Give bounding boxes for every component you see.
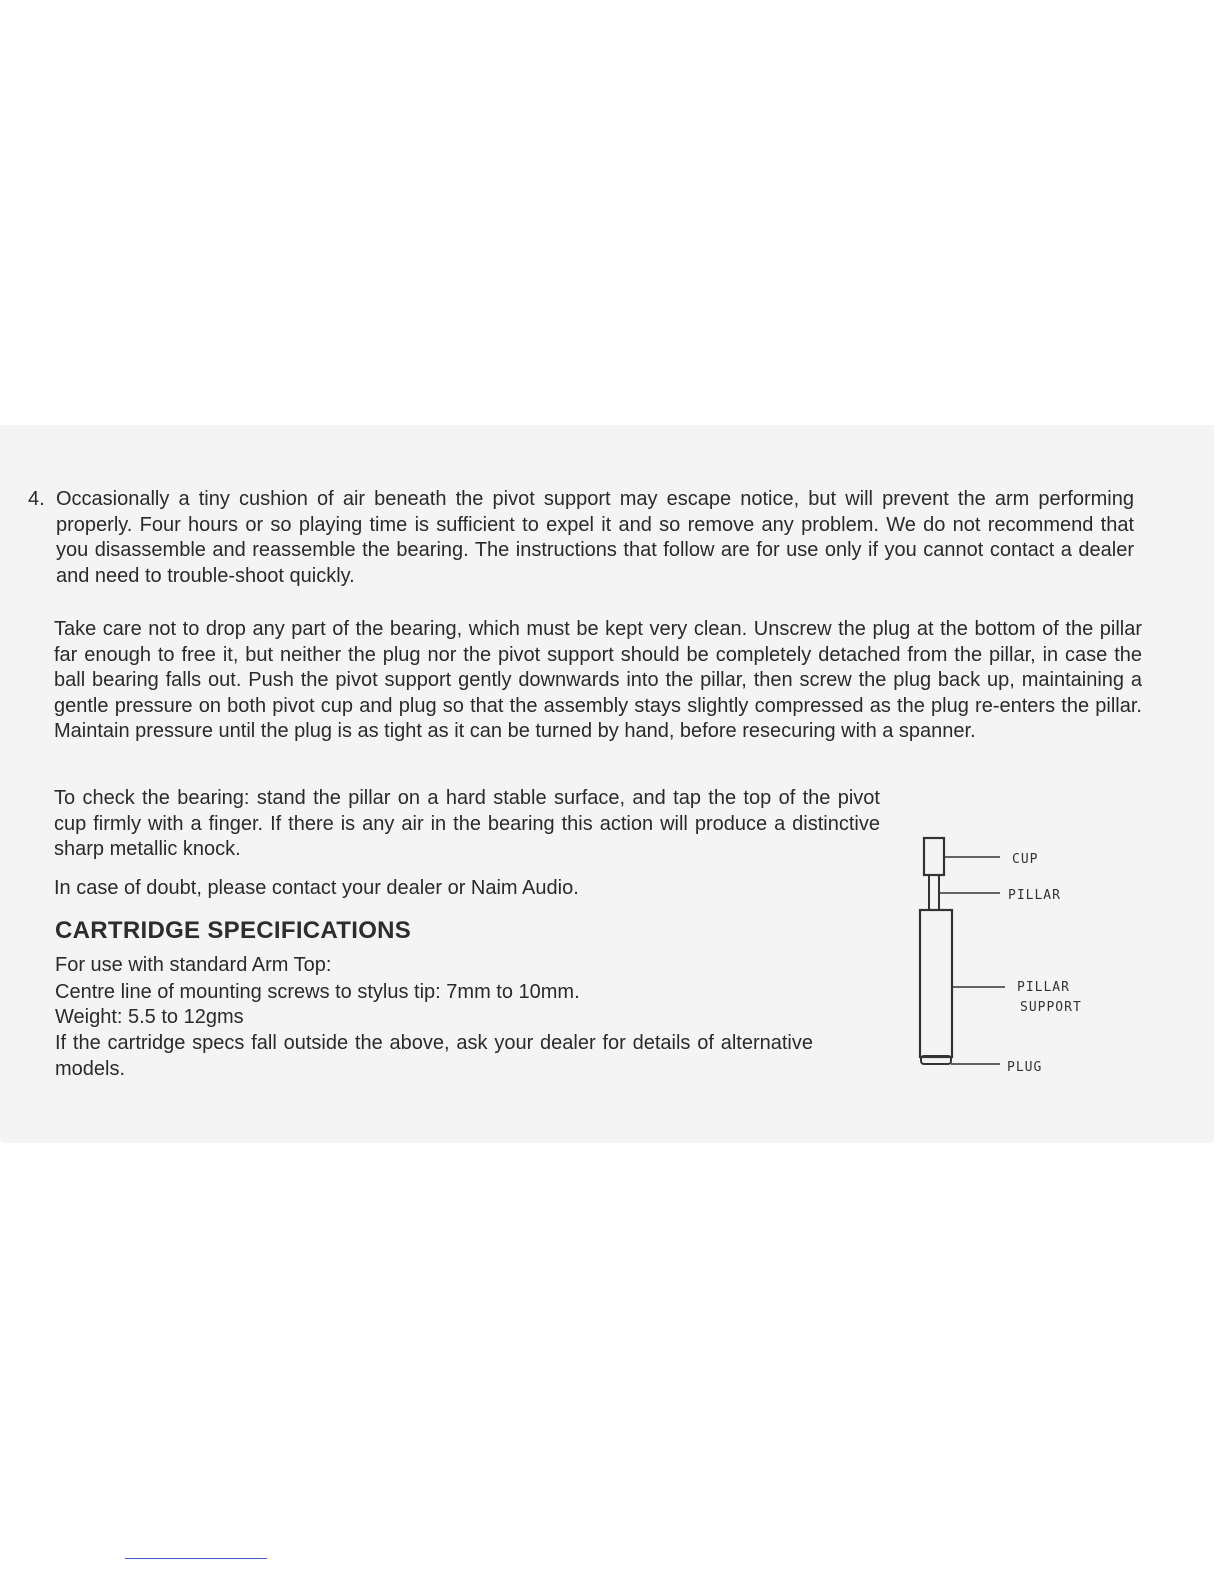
pillar-support-shape xyxy=(920,910,952,1057)
spec-centre-line: Centre line of mounting screws to stylus tip: 7mm to 10mm. xyxy=(55,981,580,1003)
paragraph-air-cushion: Occasionally a tiny cushion of air beneath the pivot support may escape notice, but will prevent the arm performing properly. Four hours or so playing time is sufficient to expel it and so remove any problem. We do not recommend that you disassemble and reassemble the bearing. The instructions that follow are for use only if you cannot contact a dealer and need to trouble-shoot quickly. xyxy=(56,488,1134,587)
spec-arm-top: For use with standard Arm Top: xyxy=(55,954,332,976)
pillar-diagram xyxy=(905,830,1105,1090)
paragraph-take-care: Take care not to drop any part of the bearing, which must be kept very clean. Unscrew the plug at the bottom of the pillar far enough to free it, but neither the plug nor the pivot support should be completely detached from the pillar, in case the ball bearing falls out. Push the pivot support gently downwards into the pillar, then screw the plug back up, maintaining a gentle pressure on both pivot cup and plug so that the assembly stays slightly compressed as the plug re-enters the pillar. Maintain pressure until the plug is as tight as it can be turned by hand, before resecuring with a spanner. xyxy=(54,618,1142,743)
paragraph-check-bearing: To check the bearing: stand the pillar on a hard stable surface, and tap the top of the pivot cup firmly with a finger. If there is any air in the bearing this action will produce a distinctive sharp metallic knock. xyxy=(54,787,880,861)
paragraph-doubt: In case of doubt, please contact your dealer or Naim Audio. xyxy=(54,877,579,899)
label-pillar: PILLAR xyxy=(1008,888,1061,903)
item-number: 4. xyxy=(28,488,45,510)
label-pillar-support-1: PILLAR xyxy=(1017,980,1070,995)
label-pillar-support-2: SUPPORT xyxy=(1020,1000,1082,1015)
spec-alternative: If the cartridge specs fall outside the above, ask your dealer for details of alternative models. xyxy=(55,1032,813,1080)
footer-rule xyxy=(125,1558,267,1559)
label-cup: CUP xyxy=(1012,852,1039,867)
label-plug: PLUG xyxy=(1007,1060,1043,1075)
spec-weight: Weight: 5.5 to 12gms xyxy=(55,1006,244,1028)
cup-shape xyxy=(924,838,944,875)
cartridge-heading: CARTRIDGE SPECIFICATIONS xyxy=(55,917,412,944)
